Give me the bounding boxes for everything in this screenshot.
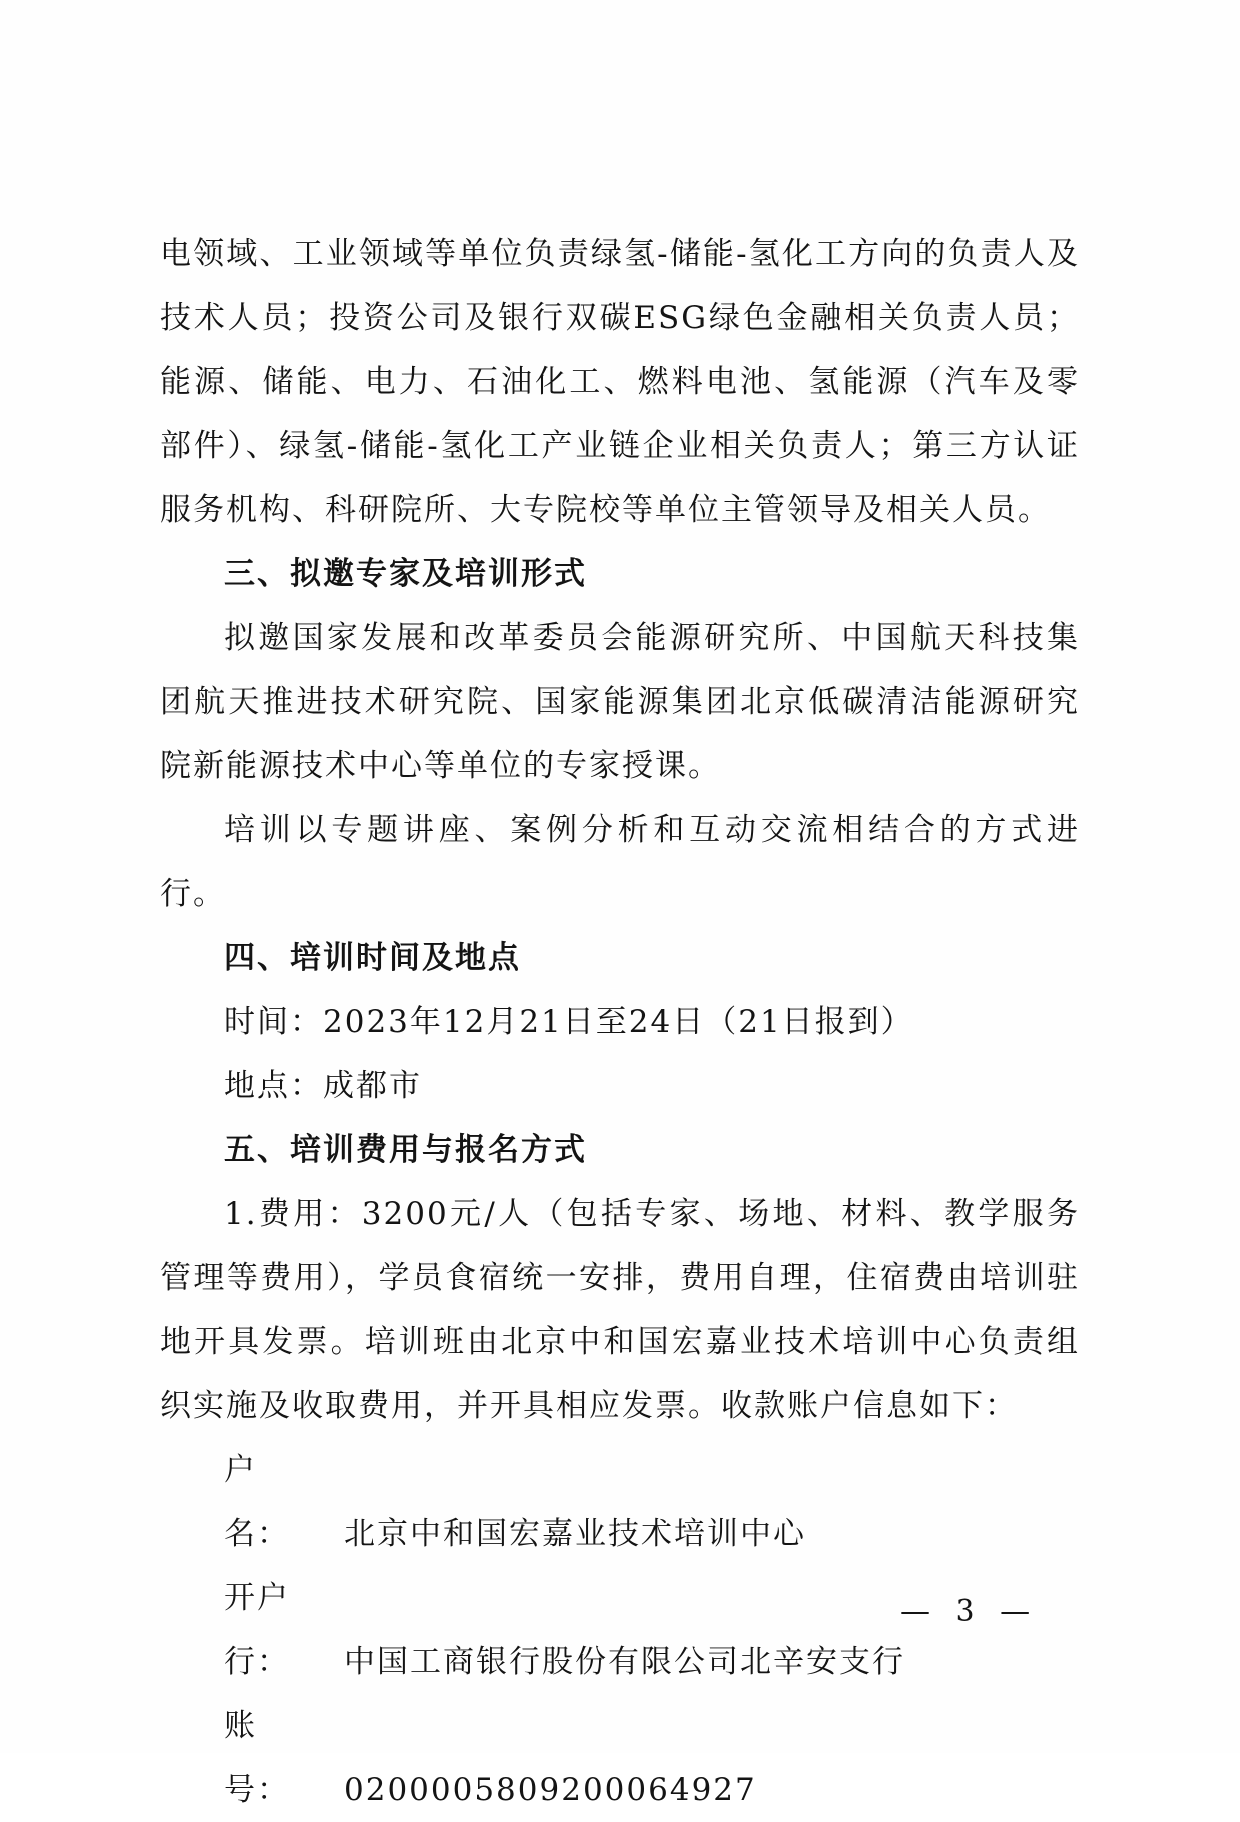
paragraph-training-format: 培训以专题讲座、案例分析和互动交流相结合的方式进行。 <box>160 812 1080 912</box>
document-body <box>160 222 1080 1822</box>
account-name-label: 户 名： <box>224 1452 290 1552</box>
page-number: — 3 — <box>900 1594 1039 1629</box>
account-name-row <box>160 1438 1080 1566</box>
section-3-heading: 三、拟邀专家及培训形式 <box>224 556 587 592</box>
section-4-heading: 四、培训时间及地点 <box>224 940 521 976</box>
paragraph-fee: 1.费用：3200元/人（包括专家、场地、材料、教学服务管理等费用），学员食宿统一安排，费用自理，住宿费由培训驻地开具发票。培训班由北京中和国宏嘉业技术培训中心负责组织实施及收取费用，并开具相应发票。收款账户信息如下： <box>160 1196 1080 1424</box>
account-bank-row <box>160 1566 1080 1694</box>
account-number-value: 0200005809200064927 <box>344 1772 757 1808</box>
account-bank-label: 开户行： <box>224 1580 290 1680</box>
paragraph-attendees: 电领域、工业领域等单位负责绿氢-储能-氢化工方向的负责人及技术人员；投资公司及银行双碳ESG绿色金融相关负责人员；能源、储能、电力、石油化工、燃料电池、氢能源（汽车及零部件）、绿氢-储能-氢化工产业链企业相关负责人；第三方认证服务机构、科研院所、大专院校等单位主管领导及相关人员。 <box>160 236 1080 528</box>
account-number-row <box>160 1694 1080 1822</box>
training-time: 时间：2023年12月21日至24日（21日报到） <box>224 1004 914 1040</box>
account-name-value: 北京中和国宏嘉业技术培训中心 <box>344 1516 806 1552</box>
paragraph-experts: 拟邀国家发展和改革委员会能源研究所、中国航天科技集团航天推进技术研究院、国家能源集团北京低碳清洁能源研究院新能源技术中心等单位的专家授课。 <box>160 620 1080 784</box>
account-bank-value: 中国工商银行股份有限公司北辛安支行 <box>344 1644 905 1680</box>
section-5-heading: 五、培训费用与报名方式 <box>224 1132 587 1168</box>
training-place: 地点：成都市 <box>224 1068 422 1104</box>
account-number-label: 账 号： <box>224 1708 290 1808</box>
